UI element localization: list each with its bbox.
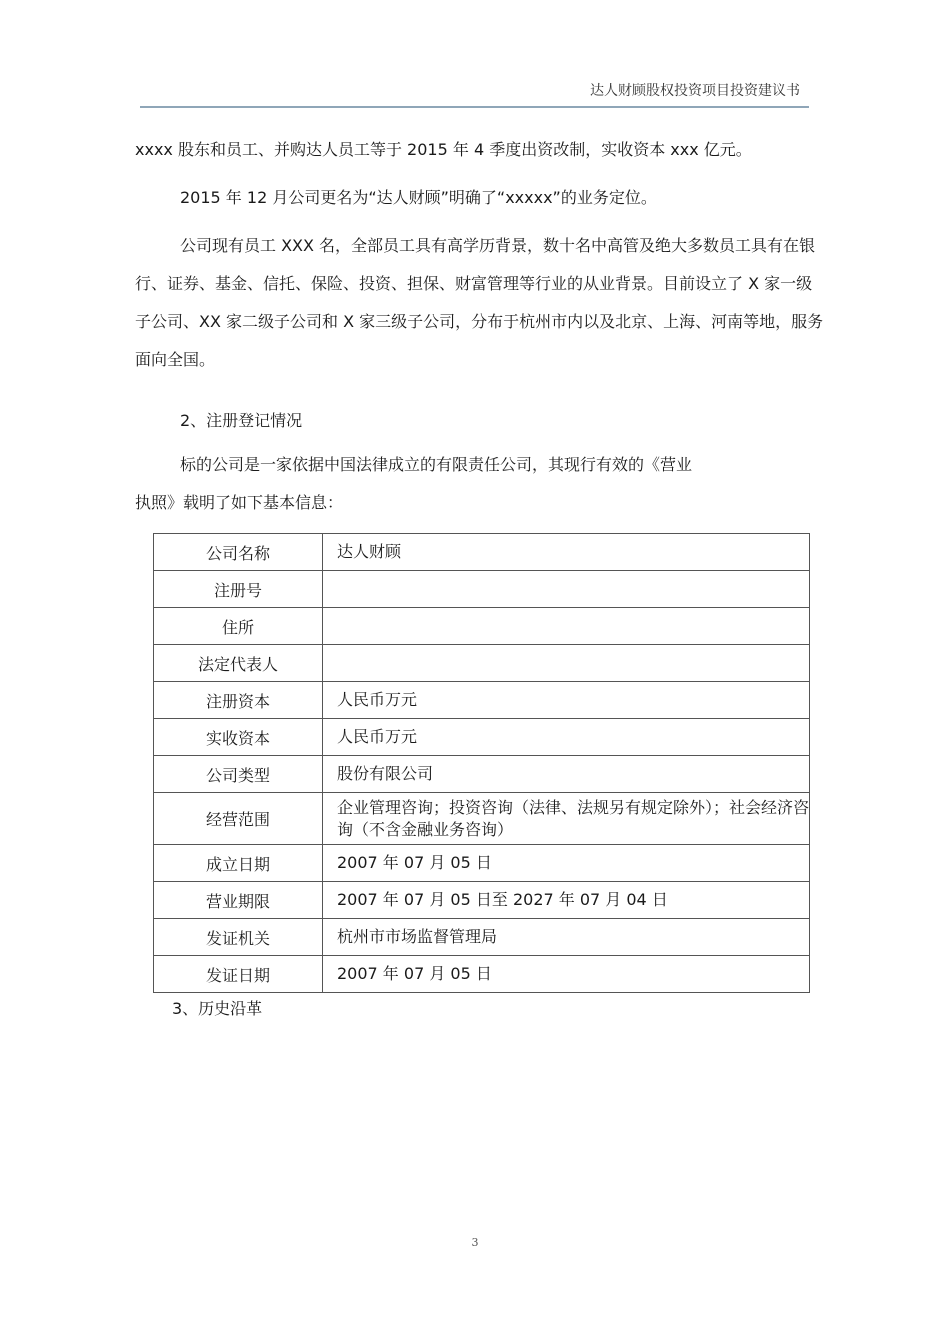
row-label-paid-in-capital: 实收资本	[154, 719, 323, 756]
table-row	[154, 756, 810, 793]
section-heading-registration: 2、注册登记情况	[180, 411, 303, 430]
table-row	[154, 919, 810, 956]
row-value-legal-representative	[323, 645, 810, 682]
table-row	[154, 534, 810, 571]
row-label-legal-representative: 法定代表人	[154, 645, 323, 682]
table-row	[154, 645, 810, 682]
row-label-business-scope: 经营范围	[154, 793, 323, 845]
row-label-registration-number: 注册号	[154, 571, 323, 608]
table-row	[154, 682, 810, 719]
row-value-registration-number	[323, 571, 810, 608]
table-row	[154, 571, 810, 608]
table-row	[154, 719, 810, 756]
row-value-paid-in-capital: 人民币万元	[323, 719, 810, 756]
row-label-registered-capital: 注册资本	[154, 682, 323, 719]
header-divider	[140, 106, 809, 108]
paragraph-staff: 公司现有员工 XXX 名，全部员工具有高学历背景，数十名中高管及绝大多数员工具有在银行、证券、基金、信托、保险、投资、担保、财富管理等行业的从业背景。目前设立了 X 家一级子公司、XX 家二级子公司和 X 家三级子公司，分布于杭州市内以及北京、上海、河南等地，服务面向全国。	[135, 236, 824, 369]
table-row	[154, 845, 810, 882]
row-label-business-term: 营业期限	[154, 882, 323, 919]
row-value-issue-date: 2007 年 07 月 05 日	[323, 956, 810, 993]
paragraph-license-line1: 标的公司是一家依据中国法律成立的有限责任公司，其现行有效的《营业	[180, 455, 693, 474]
table-row	[154, 608, 810, 645]
table-row	[154, 793, 810, 845]
document-header-title: 达人财顾股权投资项目投资建议书	[590, 83, 800, 99]
row-value-issuing-authority: 杭州市市场监督管理局	[323, 919, 810, 956]
page-number: 3	[471, 1236, 479, 1249]
paragraph-rename: 2015 年 12 月公司更名为“达人财顾”明确了“xxxxx”的业务定位。	[180, 188, 657, 207]
row-value-business-term: 2007 年 07 月 05 日至 2027 年 07 月 04 日	[323, 882, 810, 919]
row-value-registered-capital: 人民币万元	[323, 682, 810, 719]
row-value-company-name: 达人财顾	[323, 534, 810, 571]
row-value-business-scope: 企业管理咨询；投资咨询（法律、法规另有规定除外）；社会经济咨询（不含金融业务咨询）	[323, 793, 810, 845]
row-value-establishment-date: 2007 年 07 月 05 日	[323, 845, 810, 882]
table-row	[154, 882, 810, 919]
row-value-address	[323, 608, 810, 645]
row-label-issuing-authority: 发证机关	[154, 919, 323, 956]
row-label-company-name: 公司名称	[154, 534, 323, 571]
row-label-company-type: 公司类型	[154, 756, 323, 793]
row-label-issue-date: 发证日期	[154, 956, 323, 993]
row-value-company-type: 股份有限公司	[323, 756, 810, 793]
section-heading-history: 3、历史沿革	[172, 999, 263, 1018]
registration-info-table	[153, 533, 810, 993]
row-label-establishment-date: 成立日期	[154, 845, 323, 882]
row-label-address: 住所	[154, 608, 323, 645]
paragraph-capital-reform: xxxx 股东和员工、并购达人员工等于 2015 年 4 季度出资改制，实收资本 xxx 亿元。	[135, 140, 752, 159]
paragraph-license-line2: 执照》载明了如下基本信息：	[135, 493, 344, 512]
table-row	[154, 956, 810, 993]
